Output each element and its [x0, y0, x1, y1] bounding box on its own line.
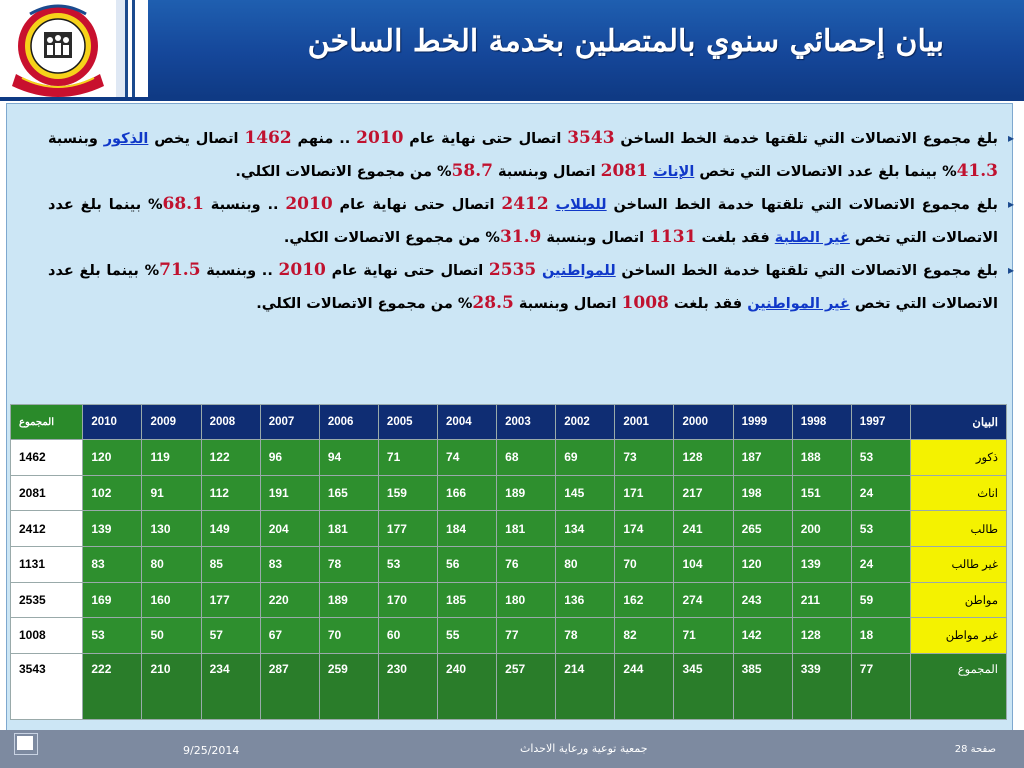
bullet-item [48, 188, 1014, 254]
bullet-text: .. وبنسبة [200, 263, 279, 279]
value-cell: 243 [733, 582, 792, 618]
value-cell: 187 [733, 440, 792, 476]
value-cell: 204 [260, 511, 319, 547]
table-row [11, 440, 1007, 476]
value-cell: 149 [201, 511, 260, 547]
slide-title: بيان إحصائي سنوي بالمتصلين بخدمة الخط الساخن [307, 24, 944, 59]
row-total-cell: 3543 [11, 653, 83, 719]
header-year-cell: 2009 [142, 405, 201, 440]
bullet-arrow-icon: ▸ [1007, 131, 1014, 145]
table-row [11, 618, 1007, 654]
value-cell: 74 [438, 440, 497, 476]
value-cell: 151 [792, 475, 851, 511]
value-cell: 94 [319, 440, 378, 476]
header-year-cell: 2004 [438, 405, 497, 440]
value-cell: 53 [83, 618, 142, 654]
bullet-text [549, 197, 556, 213]
value-cell: 80 [556, 546, 615, 582]
value-cell: 287 [260, 653, 319, 719]
hyperlink[interactable]: الإناث [653, 164, 695, 180]
value-cell: 160 [142, 582, 201, 618]
highlight-number: 2010 [285, 194, 333, 214]
statistics-table-wrapper [10, 404, 1007, 720]
bullet-text: بلغ مجموع الاتصالات التي تلقتها خدمة الخط الساخن [614, 131, 998, 147]
value-cell: 339 [792, 653, 851, 719]
value-cell: 169 [83, 582, 142, 618]
bullet-text: اتصال وبنسبة [492, 164, 601, 180]
value-cell: 240 [438, 653, 497, 719]
value-cell: 134 [556, 511, 615, 547]
bullet-text: اتصال حتى نهاية عام [403, 131, 568, 147]
hyperlink[interactable]: غير المواطنين [747, 296, 850, 312]
header-year-cell: 2003 [497, 405, 556, 440]
value-cell: 68 [497, 440, 556, 476]
value-cell: 77 [497, 618, 556, 654]
bullet-text: اتصال وبنسبة [513, 296, 622, 312]
value-cell: 166 [438, 475, 497, 511]
highlight-number: 3543 [567, 128, 615, 148]
value-cell: 50 [142, 618, 201, 654]
row-total-cell: 1462 [11, 440, 83, 476]
value-cell: 83 [260, 546, 319, 582]
value-cell: 185 [438, 582, 497, 618]
value-cell: 139 [792, 546, 851, 582]
value-cell: 171 [615, 475, 674, 511]
value-cell: 69 [556, 440, 615, 476]
value-cell: 120 [733, 546, 792, 582]
value-cell: 76 [497, 546, 556, 582]
value-cell: 120 [83, 440, 142, 476]
hyperlink[interactable]: الذكور [103, 131, 149, 147]
header-total-cell: المجموع [11, 405, 83, 440]
value-cell: 136 [556, 582, 615, 618]
bullet-text: بلغ مجموع الاتصالات التي تلقتها خدمة الخط الساخن [615, 263, 998, 279]
row-total-cell: 2412 [11, 511, 83, 547]
bullet-item [48, 122, 1014, 188]
value-cell: 210 [142, 653, 201, 719]
value-cell: 59 [851, 582, 910, 618]
bullet-arrow-icon: ▸ [1007, 197, 1014, 211]
value-cell: 55 [438, 618, 497, 654]
value-cell: 70 [615, 546, 674, 582]
value-cell: 257 [497, 653, 556, 719]
bullet-text: اتصال حتى نهاية عام [325, 263, 489, 279]
table-header-row [11, 405, 1007, 440]
value-cell: 214 [556, 653, 615, 719]
highlight-number: 28.5 [472, 293, 514, 313]
logo [0, 0, 116, 101]
value-cell: 145 [556, 475, 615, 511]
row-total-cell: 2081 [11, 475, 83, 511]
value-cell: 53 [378, 546, 437, 582]
value-cell: 177 [201, 582, 260, 618]
bullet-text: % بينما بلغ عدد الاتصالات التي تخص [48, 197, 998, 246]
value-cell: 265 [733, 511, 792, 547]
highlight-number: 2535 [488, 260, 537, 280]
value-cell: 181 [319, 511, 378, 547]
header-year-cell: 2002 [556, 405, 615, 440]
value-cell: 82 [615, 618, 674, 654]
table-row [11, 475, 1007, 511]
header-divider [116, 0, 148, 101]
footer-square-icon [17, 736, 33, 750]
value-cell: 91 [142, 475, 201, 511]
footer-organization: جمعية توعية ورعاية الاحداث [520, 742, 648, 755]
table-row [11, 582, 1007, 618]
table-sum-row [11, 653, 1007, 719]
row-label-cell: غير طالب [910, 546, 1006, 582]
value-cell: 191 [260, 475, 319, 511]
highlight-number: 1008 [621, 293, 669, 313]
value-cell: 73 [615, 440, 674, 476]
value-cell: 71 [674, 618, 733, 654]
org-emblem-icon [0, 0, 116, 101]
value-cell: 53 [851, 440, 910, 476]
row-label-cell: مواطن [910, 582, 1006, 618]
highlight-number: 2412 [501, 194, 549, 214]
row-label-cell: غير مواطن [910, 618, 1006, 654]
value-cell: 24 [851, 475, 910, 511]
value-cell: 128 [792, 618, 851, 654]
bullet-text: .. وبنسبة [203, 197, 286, 213]
value-cell: 104 [674, 546, 733, 582]
value-cell: 165 [319, 475, 378, 511]
header-year-cell: 2000 [674, 405, 733, 440]
bullet-item [48, 254, 1014, 320]
value-cell: 53 [851, 511, 910, 547]
bullet-text: اتصال يخص [148, 131, 245, 147]
row-total-cell: 1008 [11, 618, 83, 654]
value-cell: 198 [733, 475, 792, 511]
hyperlink[interactable]: للطلاب [555, 197, 607, 213]
slide-header [0, 0, 1024, 101]
bullet-text: % من مجموع الاتصالات الكلي. [283, 230, 500, 246]
value-cell: 189 [497, 475, 556, 511]
value-cell: 220 [260, 582, 319, 618]
value-cell: 222 [83, 653, 142, 719]
footer-date: 9/25/2014 [183, 744, 240, 757]
value-cell: 70 [319, 618, 378, 654]
bullet-list [48, 122, 1014, 320]
value-cell: 77 [851, 653, 910, 719]
value-cell: 85 [201, 546, 260, 582]
value-cell: 60 [378, 618, 437, 654]
value-cell: 230 [378, 653, 437, 719]
value-cell: 162 [615, 582, 674, 618]
value-cell: 234 [201, 653, 260, 719]
header-underline [0, 97, 1024, 101]
value-cell: 345 [674, 653, 733, 719]
value-cell: 80 [142, 546, 201, 582]
footer-page-number: صفحة 28 [954, 744, 996, 755]
value-cell: 18 [851, 618, 910, 654]
bullet-text: % بينما بلغ عدد الاتصالات التي تخص [48, 263, 998, 312]
hyperlink[interactable]: للمواطنين [541, 263, 616, 279]
value-cell: 112 [201, 475, 260, 511]
highlight-number: 2010 [278, 260, 326, 280]
header-year-cell: 2010 [83, 405, 142, 440]
header-year-cell: 2001 [615, 405, 674, 440]
bullet-text: .. منهم [291, 131, 357, 147]
value-cell: 57 [201, 618, 260, 654]
value-cell: 177 [378, 511, 437, 547]
value-cell: 189 [319, 582, 378, 618]
hyperlink[interactable]: غير الطلبة [774, 230, 850, 246]
value-cell: 102 [83, 475, 142, 511]
value-cell: 78 [319, 546, 378, 582]
bullet-text: فقد بلغت [696, 230, 775, 246]
bullet-text: اتصال حتى نهاية عام [332, 197, 502, 213]
value-cell: 174 [615, 511, 674, 547]
value-cell: 67 [260, 618, 319, 654]
highlight-number: 1131 [649, 227, 697, 247]
table-body [11, 440, 1007, 720]
bullet-text: % من مجموع الاتصالات الكلي. [235, 164, 452, 180]
value-cell: 180 [497, 582, 556, 618]
value-cell: 181 [497, 511, 556, 547]
bullet-text: بلغ مجموع الاتصالات التي تلقتها خدمة الخط الساخن [606, 197, 998, 213]
highlight-number: 68.1 [162, 194, 204, 214]
value-cell: 244 [615, 653, 674, 719]
value-cell: 211 [792, 582, 851, 618]
statistics-table [10, 404, 1007, 720]
header-year-cell: 2007 [260, 405, 319, 440]
value-cell: 71 [378, 440, 437, 476]
bullet-text: اتصال وبنسبة [541, 230, 650, 246]
header-year-cell: 2008 [201, 405, 260, 440]
row-total-cell: 1131 [11, 546, 83, 582]
value-cell: 56 [438, 546, 497, 582]
value-cell: 122 [201, 440, 260, 476]
value-cell: 259 [319, 653, 378, 719]
highlight-number: 2081 [600, 161, 648, 181]
row-label-cell: ذكور [910, 440, 1006, 476]
highlight-number: 41.3 [956, 161, 998, 181]
bullet-text: % بينما بلغ عدد الاتصالات التي تخص [694, 164, 957, 180]
value-cell: 241 [674, 511, 733, 547]
header-year-cell: 2005 [378, 405, 437, 440]
value-cell: 83 [83, 546, 142, 582]
highlight-number: 31.9 [499, 227, 542, 247]
row-label-cell: اناث [910, 475, 1006, 511]
value-cell: 24 [851, 546, 910, 582]
header-year-cell: 1998 [792, 405, 851, 440]
row-total-cell: 2535 [11, 582, 83, 618]
value-cell: 119 [142, 440, 201, 476]
highlight-number: 2010 [356, 128, 404, 148]
header-year-cell: 1999 [733, 405, 792, 440]
value-cell: 139 [83, 511, 142, 547]
header-year-cell: 2006 [319, 405, 378, 440]
value-cell: 385 [733, 653, 792, 719]
value-cell: 130 [142, 511, 201, 547]
bullet-text: فقد بلغت [668, 296, 748, 312]
bullet-arrow-icon: ▸ [1007, 263, 1014, 277]
row-label-cell: المجموع [910, 653, 1006, 719]
value-cell: 184 [438, 511, 497, 547]
table-row [11, 511, 1007, 547]
highlight-number: 71.5 [159, 260, 201, 280]
slide-footer [0, 730, 1024, 768]
value-cell: 142 [733, 618, 792, 654]
value-cell: 274 [674, 582, 733, 618]
value-cell: 78 [556, 618, 615, 654]
header-year-cell: 1997 [851, 405, 910, 440]
table-row [11, 546, 1007, 582]
header-label-cell: البيان [910, 405, 1006, 440]
row-label-cell: طالب [910, 511, 1006, 547]
bullet-text: % من مجموع الاتصالات الكلي. [256, 296, 473, 312]
title-bar [148, 0, 1024, 97]
highlight-number: 1462 [244, 128, 292, 148]
value-cell: 188 [792, 440, 851, 476]
value-cell: 128 [674, 440, 733, 476]
value-cell: 159 [378, 475, 437, 511]
value-cell: 96 [260, 440, 319, 476]
value-cell: 217 [674, 475, 733, 511]
value-cell: 170 [378, 582, 437, 618]
highlight-number: 58.7 [451, 161, 493, 181]
bullet-text: وبنسبة [48, 131, 104, 147]
value-cell: 200 [792, 511, 851, 547]
